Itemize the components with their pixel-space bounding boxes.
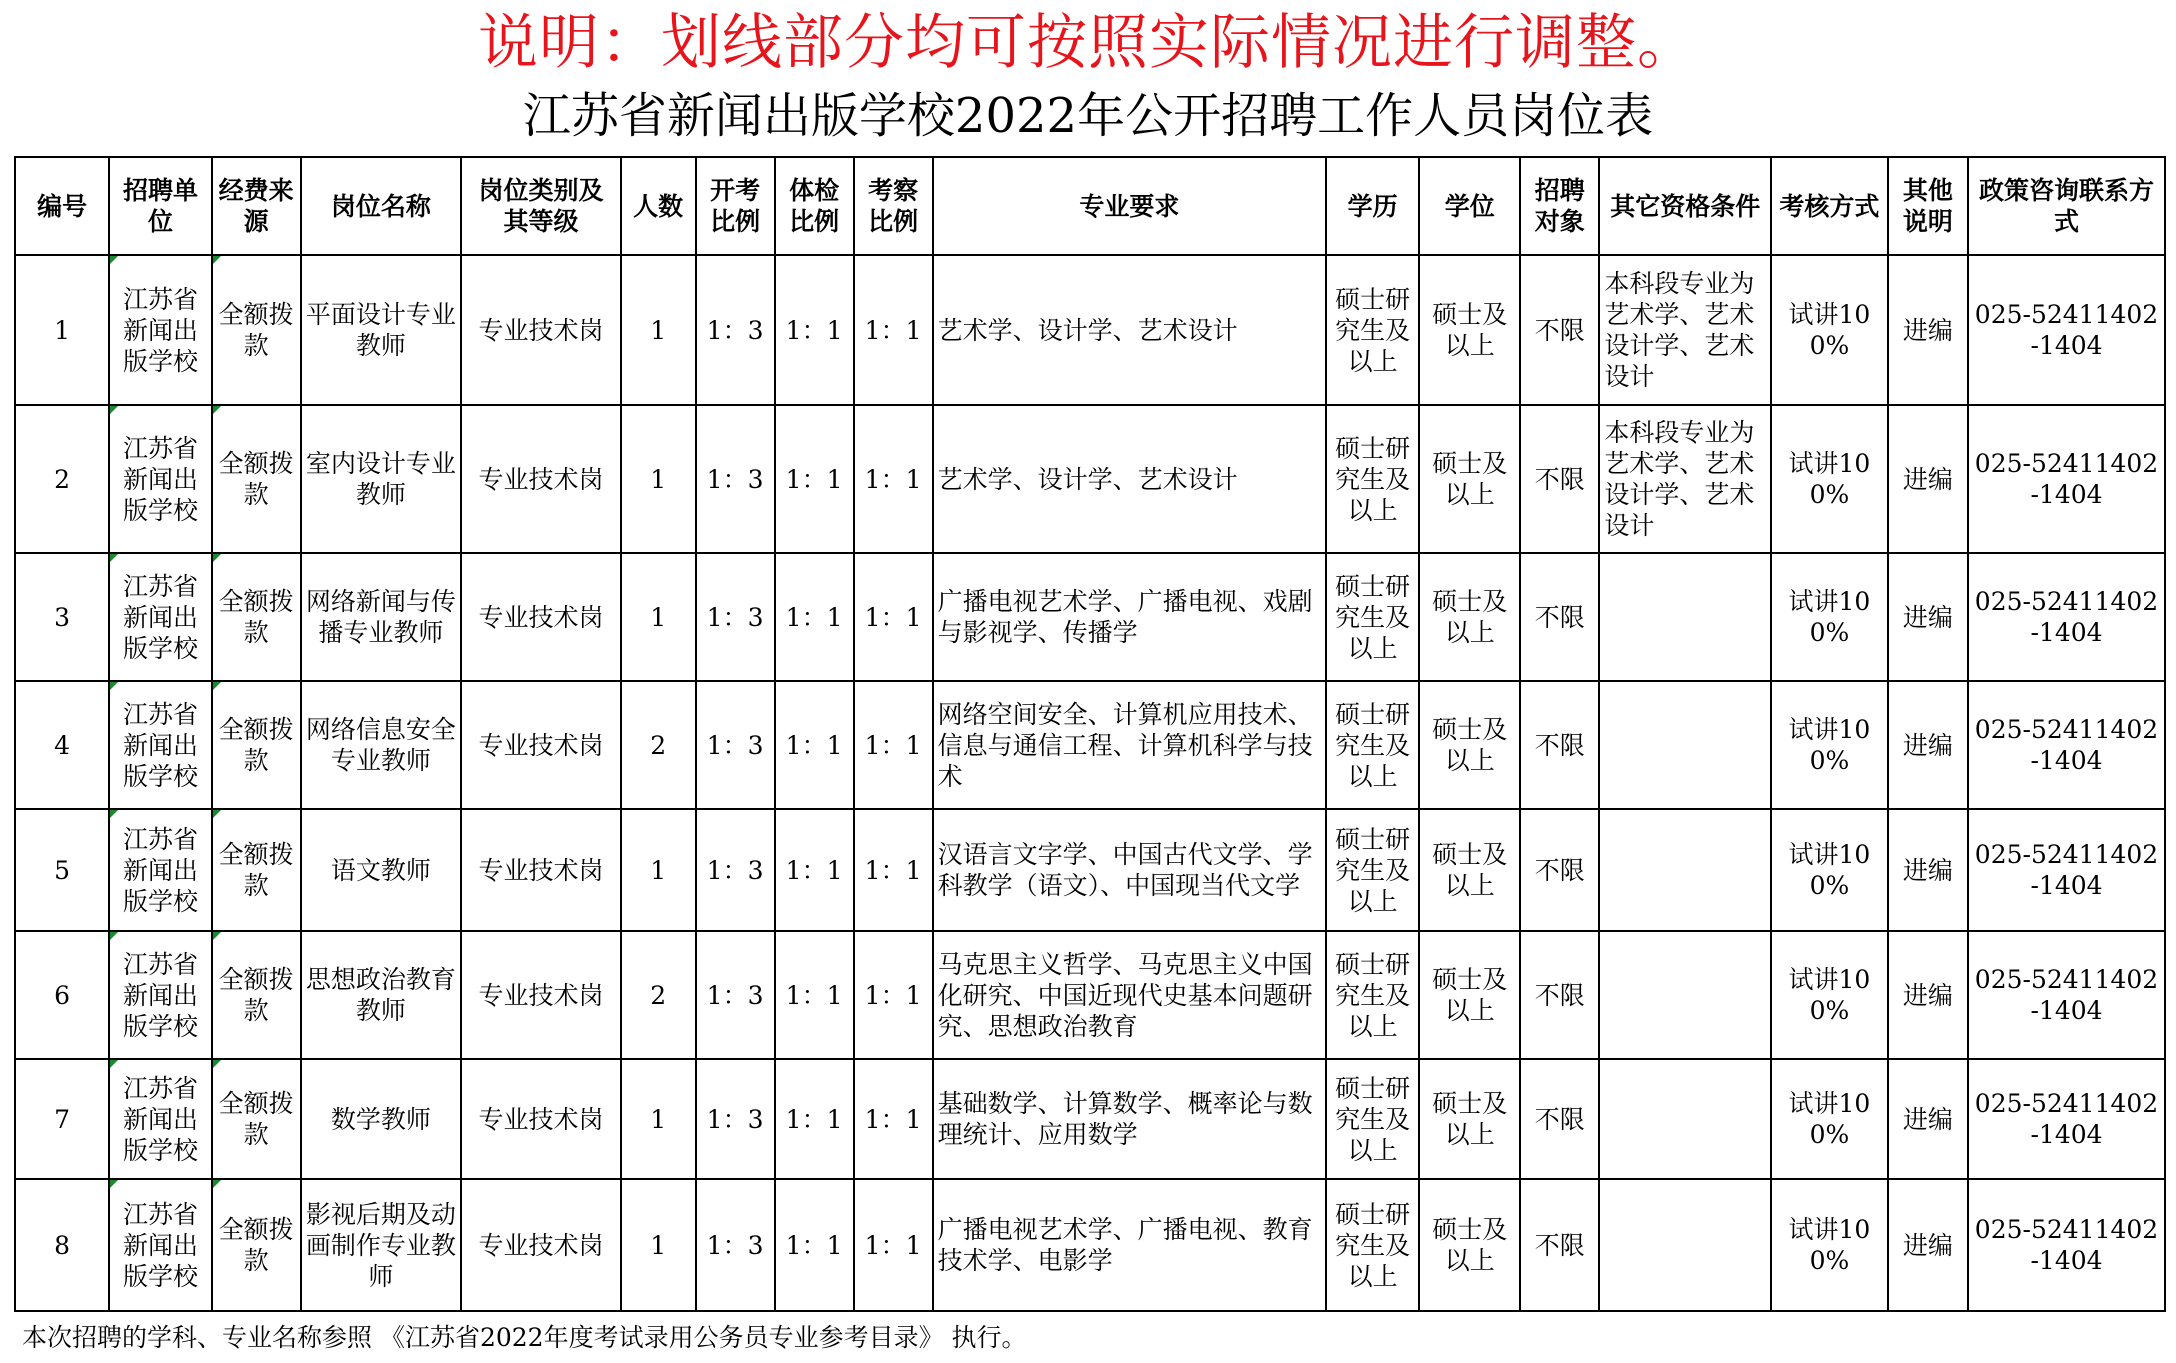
cell-category: 专业技术岗 (461, 1059, 620, 1179)
cell-unit: 江苏省新闻出版学校 (109, 931, 212, 1059)
cell-position: 网络新闻与传播专业教师 (301, 553, 462, 681)
cell-unit: 江苏省新闻出版学校 (109, 809, 212, 931)
cell-degree: 硕士及以上 (1419, 255, 1520, 405)
cell-target: 不限 (1520, 809, 1599, 931)
cell-unit: 江苏省新闻出版学校 (109, 1059, 212, 1179)
cell-funding: 全额拨款 (212, 931, 301, 1059)
cell-funding: 全额拨款 (212, 405, 301, 553)
cell-inspect-ratio: 1：1 (854, 405, 933, 553)
cell-count: 1 (621, 553, 696, 681)
cell-contact: 025-52411402-1404 (1968, 681, 2165, 809)
cell-other-req (1599, 681, 1771, 809)
table-row (15, 553, 2165, 681)
cell-unit: 江苏省新闻出版学校 (109, 681, 212, 809)
cell-unit: 江苏省新闻出版学校 (109, 255, 212, 405)
cell-target: 不限 (1520, 681, 1599, 809)
table-body (15, 255, 2165, 1311)
table-row (15, 255, 2165, 405)
cell-other-req (1599, 1059, 1771, 1179)
cell-major: 广播电视艺术学、广播电视、戏剧与影视学、传播学 (933, 553, 1327, 681)
cell-funding: 全额拨款 (212, 1179, 301, 1311)
cell-target: 不限 (1520, 931, 1599, 1059)
col-header-count: 人数 (621, 157, 696, 255)
cell-education: 硕士研究生及以上 (1326, 931, 1419, 1059)
col-header-assessment: 考核方式 (1771, 157, 1887, 255)
cell-other-req: 本科段专业为艺术学、艺术设计学、艺术设计 (1599, 405, 1771, 553)
table-row (15, 931, 2165, 1059)
cell-physical-ratio: 1：1 (775, 1179, 854, 1311)
footnote (22, 1322, 1027, 1354)
cell-position: 数学教师 (301, 1059, 462, 1179)
cell-target: 不限 (1520, 255, 1599, 405)
cell-note: 进编 (1888, 681, 1968, 809)
cell-note: 进编 (1888, 405, 1968, 553)
cell-education: 硕士研究生及以上 (1326, 405, 1419, 553)
cell-inspect-ratio: 1：1 (854, 681, 933, 809)
cell-assessment: 试讲100% (1771, 1179, 1887, 1311)
cell-contact: 025-52411402-1404 (1968, 1179, 2165, 1311)
cell-major: 汉语言文字学、中国古代文学、学科教学（语文）、中国现当代文学 (933, 809, 1327, 931)
cell-major: 网络空间安全、计算机应用技术、信息与通信工程、计算机科学与技术 (933, 681, 1327, 809)
cell-exam-ratio: 1：3 (696, 931, 775, 1059)
cell-note: 进编 (1888, 809, 1968, 931)
cell-major: 艺术学、设计学、艺术设计 (933, 405, 1327, 553)
cell-degree: 硕士及以上 (1419, 405, 1520, 553)
cell-degree: 硕士及以上 (1419, 1179, 1520, 1311)
cell-funding: 全额拨款 (212, 553, 301, 681)
cell-other-req (1599, 931, 1771, 1059)
cell-major: 马克思主义哲学、马克思主义中国化研究、中国近现代史基本问题研究、思想政治教育 (933, 931, 1327, 1059)
cell-other-req (1599, 809, 1771, 931)
cell-no: 5 (15, 809, 109, 931)
cell-exam-ratio: 1：3 (696, 553, 775, 681)
cell-position: 语文教师 (301, 809, 462, 931)
cell-position: 网络信息安全专业教师 (301, 681, 462, 809)
cell-assessment: 试讲100% (1771, 931, 1887, 1059)
cell-other-req (1599, 553, 1771, 681)
col-header-unit: 招聘单位 (109, 157, 212, 255)
cell-category: 专业技术岗 (461, 553, 620, 681)
cell-physical-ratio: 1：1 (775, 931, 854, 1059)
cell-inspect-ratio: 1：1 (854, 931, 933, 1059)
cell-major: 艺术学、设计学、艺术设计 (933, 255, 1327, 405)
col-header-funding: 经费来源 (212, 157, 301, 255)
cell-category: 专业技术岗 (461, 1179, 620, 1311)
cell-assessment: 试讲100% (1771, 405, 1887, 553)
cell-target: 不限 (1520, 1059, 1599, 1179)
cell-count: 2 (621, 931, 696, 1059)
cell-position: 影视后期及动画制作专业教师 (301, 1179, 462, 1311)
cell-education: 硕士研究生及以上 (1326, 1059, 1419, 1179)
cell-assessment: 试讲100% (1771, 255, 1887, 405)
cell-physical-ratio: 1：1 (775, 553, 854, 681)
cell-note: 进编 (1888, 553, 1968, 681)
col-header-category: 岗位类别及其等级 (461, 157, 620, 255)
cell-education: 硕士研究生及以上 (1326, 553, 1419, 681)
cell-count: 1 (621, 1179, 696, 1311)
cell-contact: 025-52411402-1404 (1968, 553, 2165, 681)
positions-table (14, 156, 2166, 1312)
cell-physical-ratio: 1：1 (775, 1059, 854, 1179)
cell-category: 专业技术岗 (461, 809, 620, 931)
table-row (15, 405, 2165, 553)
cell-no: 2 (15, 405, 109, 553)
header-row (15, 157, 2165, 255)
cell-note: 进编 (1888, 1179, 1968, 1311)
cell-category: 专业技术岗 (461, 255, 620, 405)
cell-funding: 全额拨款 (212, 809, 301, 931)
col-header-major: 专业要求 (933, 157, 1327, 255)
cell-no: 4 (15, 681, 109, 809)
cell-exam-ratio: 1：3 (696, 681, 775, 809)
cell-assessment: 试讲100% (1771, 681, 1887, 809)
col-header-physical-ratio: 体检比例 (775, 157, 854, 255)
cell-no: 8 (15, 1179, 109, 1311)
cell-contact: 025-52411402-1404 (1968, 255, 2165, 405)
notice-text: 说明：划线部分均可按照实际情况进行调整。 (478, 8, 1698, 78)
col-header-position: 岗位名称 (301, 157, 462, 255)
cell-target: 不限 (1520, 1179, 1599, 1311)
cell-inspect-ratio: 1：1 (854, 809, 933, 931)
cell-contact: 025-52411402-1404 (1968, 931, 2165, 1059)
cell-other-req (1599, 1179, 1771, 1311)
cell-physical-ratio: 1：1 (775, 255, 854, 405)
cell-education: 硕士研究生及以上 (1326, 809, 1419, 931)
cell-physical-ratio: 1：1 (775, 681, 854, 809)
cell-assessment: 试讲100% (1771, 1059, 1887, 1179)
table-header (15, 157, 2165, 255)
cell-degree: 硕士及以上 (1419, 553, 1520, 681)
cell-physical-ratio: 1：1 (775, 809, 854, 931)
table-row (15, 1059, 2165, 1179)
cell-exam-ratio: 1：3 (696, 809, 775, 931)
cell-assessment: 试讲100% (1771, 553, 1887, 681)
cell-inspect-ratio: 1：1 (854, 1179, 933, 1311)
cell-degree: 硕士及以上 (1419, 931, 1520, 1059)
cell-position: 思想政治教育教师 (301, 931, 462, 1059)
cell-major: 广播电视艺术学、广播电视、教育技术学、电影学 (933, 1179, 1327, 1311)
table-row (15, 1179, 2165, 1311)
cell-exam-ratio: 1：3 (696, 1059, 775, 1179)
page-title (0, 86, 2176, 146)
col-header-degree: 学位 (1419, 157, 1520, 255)
col-header-inspect-ratio: 考察比例 (854, 157, 933, 255)
cell-unit: 江苏省新闻出版学校 (109, 1179, 212, 1311)
cell-exam-ratio: 1：3 (696, 1179, 775, 1311)
cell-category: 专业技术岗 (461, 681, 620, 809)
cell-note: 进编 (1888, 931, 1968, 1059)
col-header-contact: 政策咨询联系方式 (1968, 157, 2165, 255)
cell-count: 1 (621, 1059, 696, 1179)
cell-count: 2 (621, 681, 696, 809)
cell-count: 1 (621, 255, 696, 405)
cell-position: 平面设计专业教师 (301, 255, 462, 405)
cell-major: 基础数学、计算数学、概率论与数理统计、应用数学 (933, 1059, 1327, 1179)
table-row (15, 809, 2165, 931)
cell-note: 进编 (1888, 1059, 1968, 1179)
cell-position: 室内设计专业教师 (301, 405, 462, 553)
cell-other-req: 本科段专业为艺术学、艺术设计学、艺术设计 (1599, 255, 1771, 405)
cell-funding: 全额拨款 (212, 1059, 301, 1179)
cell-count: 1 (621, 405, 696, 553)
cell-no: 6 (15, 931, 109, 1059)
col-header-education: 学历 (1326, 157, 1419, 255)
cell-unit: 江苏省新闻出版学校 (109, 553, 212, 681)
notice-banner (0, 8, 2176, 78)
cell-target: 不限 (1520, 405, 1599, 553)
cell-exam-ratio: 1：3 (696, 405, 775, 553)
table-row (15, 681, 2165, 809)
cell-contact: 025-52411402-1404 (1968, 1059, 2165, 1179)
col-header-exam-ratio: 开考比例 (696, 157, 775, 255)
cell-assessment: 试讲100% (1771, 809, 1887, 931)
cell-contact: 025-52411402-1404 (1968, 809, 2165, 931)
cell-no: 7 (15, 1059, 109, 1179)
cell-inspect-ratio: 1：1 (854, 553, 933, 681)
cell-education: 硕士研究生及以上 (1326, 1179, 1419, 1311)
cell-category: 专业技术岗 (461, 405, 620, 553)
cell-contact: 025-52411402-1404 (1968, 405, 2165, 553)
cell-exam-ratio: 1：3 (696, 255, 775, 405)
col-header-other-req: 其它资格条件 (1599, 157, 1771, 255)
cell-education: 硕士研究生及以上 (1326, 681, 1419, 809)
cell-education: 硕士研究生及以上 (1326, 255, 1419, 405)
cell-no: 3 (15, 553, 109, 681)
cell-funding: 全额拨款 (212, 255, 301, 405)
cell-no: 1 (15, 255, 109, 405)
cell-unit: 江苏省新闻出版学校 (109, 405, 212, 553)
cell-degree: 硕士及以上 (1419, 809, 1520, 931)
cell-category: 专业技术岗 (461, 931, 620, 1059)
col-header-note: 其他说明 (1888, 157, 1968, 255)
cell-target: 不限 (1520, 553, 1599, 681)
cell-note: 进编 (1888, 255, 1968, 405)
col-header-target: 招聘对象 (1520, 157, 1599, 255)
cell-degree: 硕士及以上 (1419, 1059, 1520, 1179)
cell-funding: 全额拨款 (212, 681, 301, 809)
cell-count: 1 (621, 809, 696, 931)
col-header-no: 编号 (15, 157, 109, 255)
footnote-text: 本次招聘的学科、专业名称参照 《江苏省2022年度考试录用公务员专业参考目录》 执行。 (22, 1323, 1027, 1352)
cell-inspect-ratio: 1：1 (854, 255, 933, 405)
page-title-text: 江苏省新闻出版学校2022年公开招聘工作人员岗位表 (522, 88, 1654, 144)
cell-physical-ratio: 1：1 (775, 405, 854, 553)
cell-degree: 硕士及以上 (1419, 681, 1520, 809)
cell-inspect-ratio: 1：1 (854, 1059, 933, 1179)
